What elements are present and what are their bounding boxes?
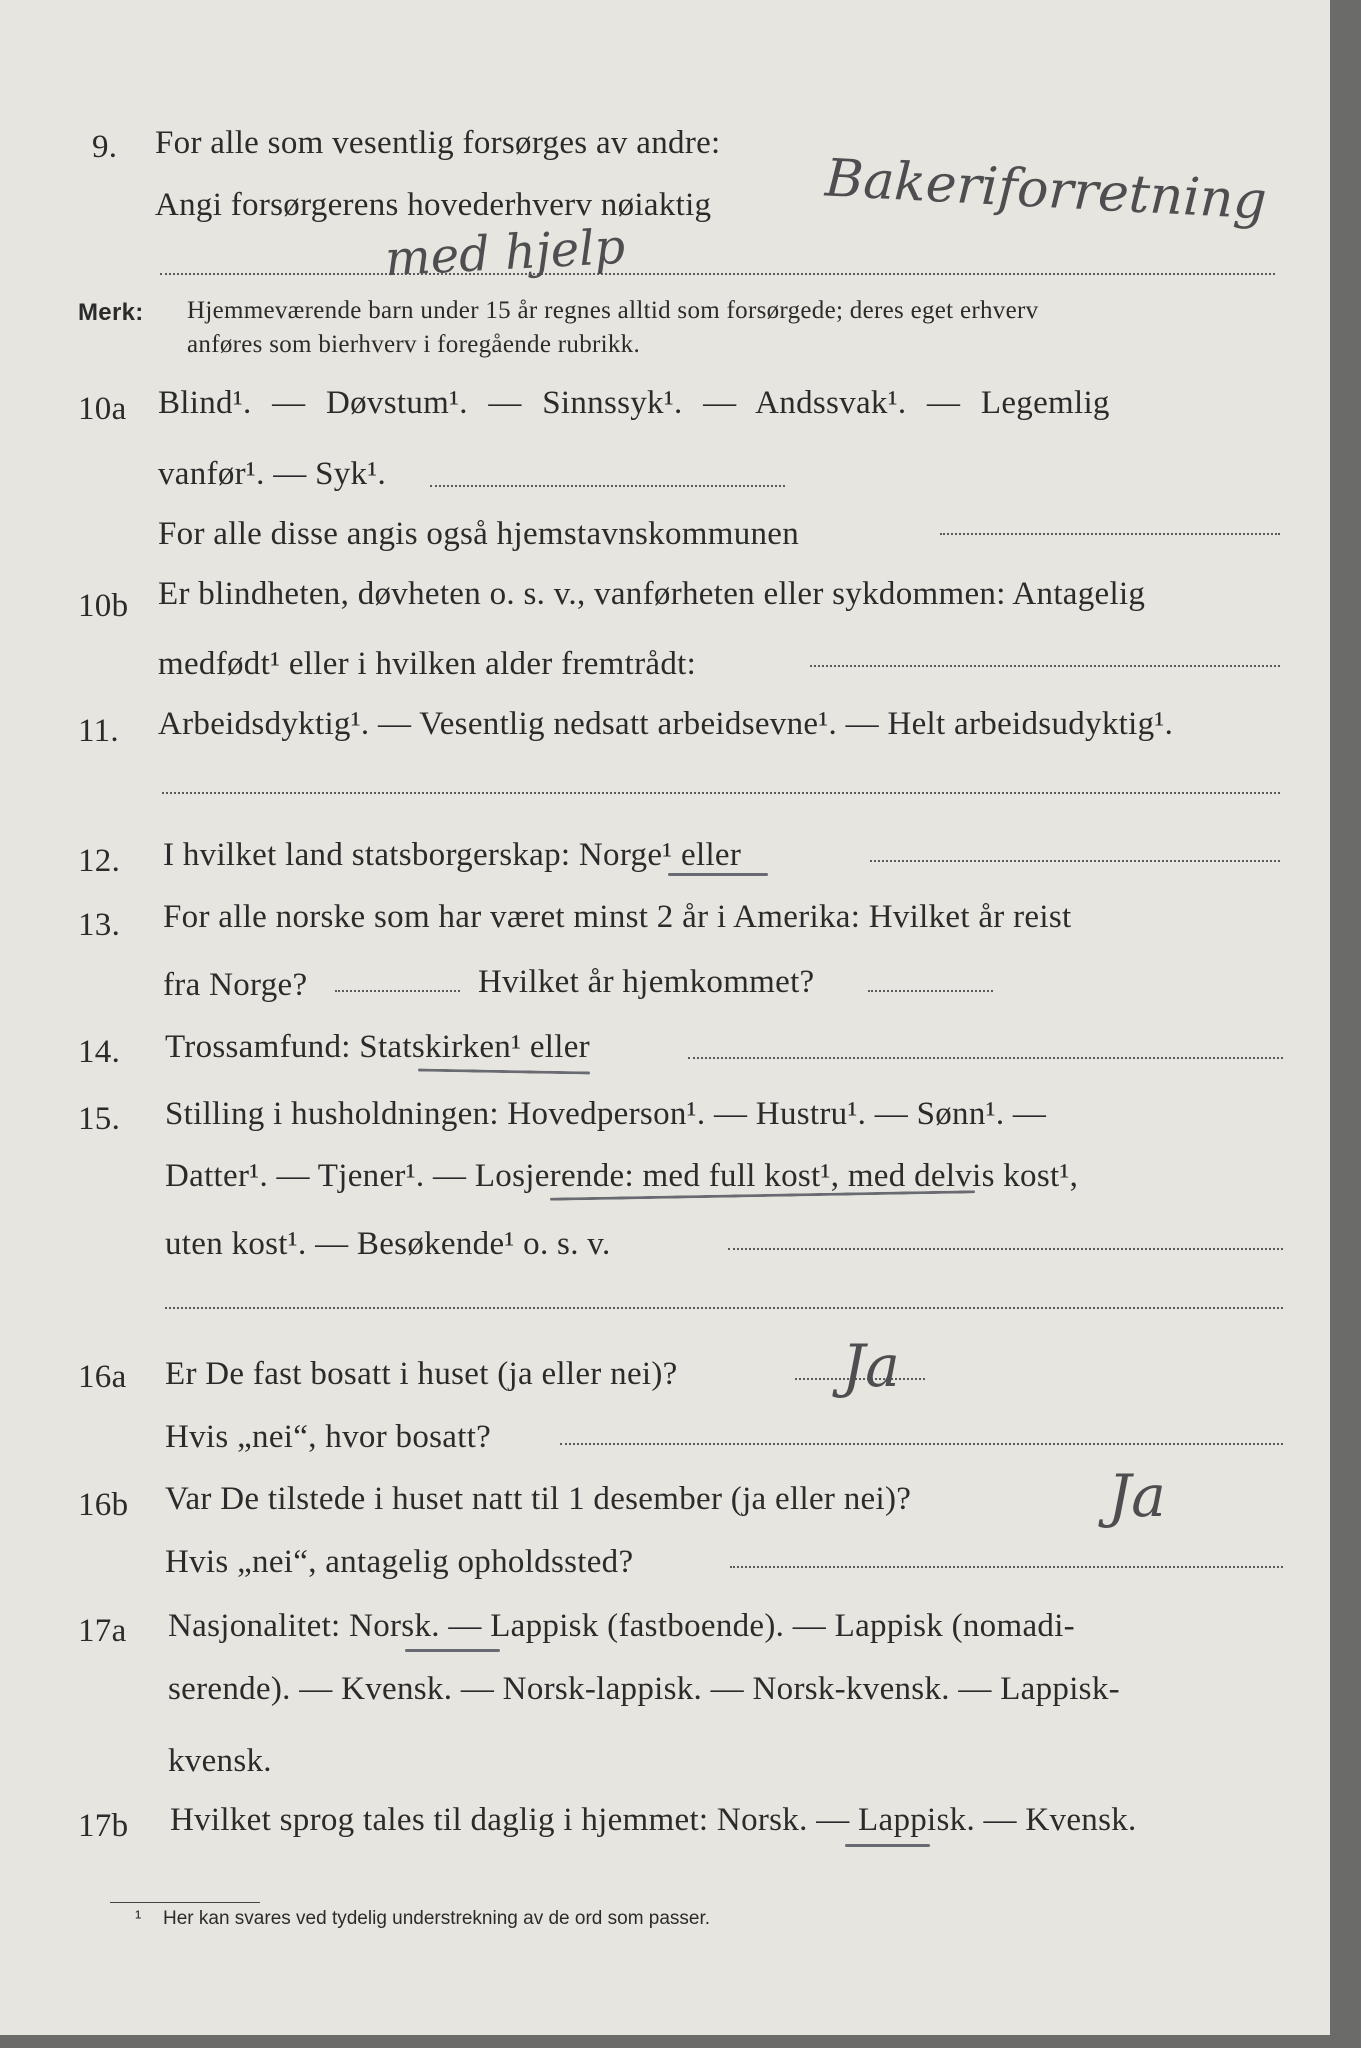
q10a-answer-line — [430, 485, 785, 487]
q9-handwritten-answer-1: Bakeriforretning — [823, 148, 1269, 232]
q16b-number: 16b — [78, 1487, 129, 1523]
q16a-number: 16a — [78, 1359, 127, 1395]
q17b-line1: Hvilket sprog tales til daglig i hjemmet: Norsk. — Lappisk. — Kvensk. — [170, 1802, 1137, 1838]
q10a-line1: Blind¹. — Døvstum¹. — Sinnssyk¹. — Andssvak¹. — Legemlig — [158, 385, 1110, 421]
q9-answer-line — [160, 273, 1275, 275]
q11-answer-line — [162, 792, 1280, 794]
q16a-line1: Er De fast bosatt i huset (ja eller nei)? — [165, 1356, 678, 1392]
q15-answer-line — [728, 1248, 1283, 1250]
q12-line1: I hvilket land statsborgerskap: Norge¹ eller — [163, 837, 742, 873]
q15-line3: uten kost¹. — Besøkende¹ o. s. v. — [165, 1226, 611, 1262]
q17a-number: 17a — [78, 1613, 127, 1649]
footnote-text: Her kan svares ved tydelig understrekning av de ord som passer. — [163, 1908, 711, 1929]
q13-year-left-line — [335, 990, 460, 992]
q17b-number: 17b — [78, 1808, 129, 1844]
q16a-handwritten-answer: Ja — [842, 1332, 900, 1400]
q15-number: 15. — [78, 1101, 121, 1137]
q17b-underline — [845, 1844, 930, 1847]
q11-number: 11. — [78, 713, 119, 749]
q13-line2b: Hvilket år hjemkommet? — [478, 964, 815, 1000]
q10b-answer-line — [810, 665, 1280, 667]
note-line2: anføres som bierhverv i foregående rubrikk. — [187, 331, 641, 358]
q16b-line1: Var De tilstede i huset natt til 1 desember (ja eller nei)? — [165, 1481, 912, 1517]
q17a-line2: serende). — Kvensk. — Norsk-lappisk. — Norsk-kvensk. — Lappisk- — [168, 1671, 1120, 1707]
q13-line2a: fra Norge? — [163, 967, 308, 1003]
q10a-line3: For alle disse angis også hjemstavnskommunen — [158, 516, 800, 552]
q14-line1: Trossamfund: Statskirken¹ eller — [165, 1029, 590, 1065]
q10a-hometown-line — [940, 533, 1280, 535]
q12-number: 12. — [78, 843, 121, 879]
q10b-line1: Er blindheten, døvheten o. s. v., vanførheten eller sykdommen: Antagelig — [158, 576, 1146, 612]
note-line1: Hjemmeværende barn under 15 år regnes alltid som forsørgede; deres eget erhverv — [187, 297, 1039, 324]
q12-underline — [668, 873, 768, 876]
q16b-line2: Hvis „nei“, antagelig opholdssted? — [165, 1544, 634, 1580]
q15-line2: Datter¹. — Tjener¹. — Losjerende: med full kost¹, med delvis kost¹, — [165, 1158, 1079, 1194]
q16b-location-line — [730, 1566, 1283, 1568]
q17a-underline — [405, 1649, 500, 1652]
q16a-line2: Hvis „nei“, hvor bosatt? — [165, 1419, 492, 1455]
q13-line1: For alle norske som har været minst 2 år i Amerika: Hvilket år reist — [163, 899, 1072, 935]
q10a-line2: vanfør¹. — Syk¹. — [158, 456, 387, 492]
q16b-handwritten-answer: Ja — [1108, 1462, 1166, 1530]
note-label: Merk: — [78, 299, 144, 326]
q17a-line1: Nasjonalitet: Norsk. — Lappisk (fastboende). — Lappisk (nomadi- — [168, 1608, 1075, 1644]
q9-handwritten-answer-2: med hjelp — [383, 218, 627, 288]
footnote-marker: ¹ — [135, 1908, 142, 1929]
q10b-line2: medfødt¹ eller i hvilken alder fremtrådt: — [158, 646, 697, 682]
q9-number: 9. — [92, 129, 118, 165]
q13-number: 13. — [78, 907, 121, 943]
q13-year-returned-line — [868, 990, 993, 992]
q10b-number: 10b — [78, 588, 129, 624]
q10a-number: 10a — [78, 391, 127, 427]
q14-answer-line — [688, 1057, 1283, 1059]
q9-line2: Angi forsørgerens hovederhverv nøiaktig — [155, 187, 712, 223]
q9-line1: For alle som vesentlig forsørges av andre: — [155, 125, 721, 161]
footnote-rule — [110, 1902, 260, 1903]
q11-line1: Arbeidsdyktig¹. — Vesentlig nedsatt arbeidsevne¹. — Helt arbeidsudyktig¹. — [158, 706, 1174, 742]
q14-underline — [418, 1068, 590, 1074]
q17a-line3: kvensk. — [168, 1743, 272, 1779]
q15-line1: Stilling i husholdningen: Hovedperson¹. — Hustru¹. — Sønn¹. — — [165, 1096, 1047, 1132]
q16a-residence-line — [560, 1443, 1283, 1445]
q12-answer-line — [870, 860, 1280, 862]
q15-answer-line-2 — [165, 1307, 1283, 1309]
q14-number: 14. — [78, 1034, 121, 1070]
